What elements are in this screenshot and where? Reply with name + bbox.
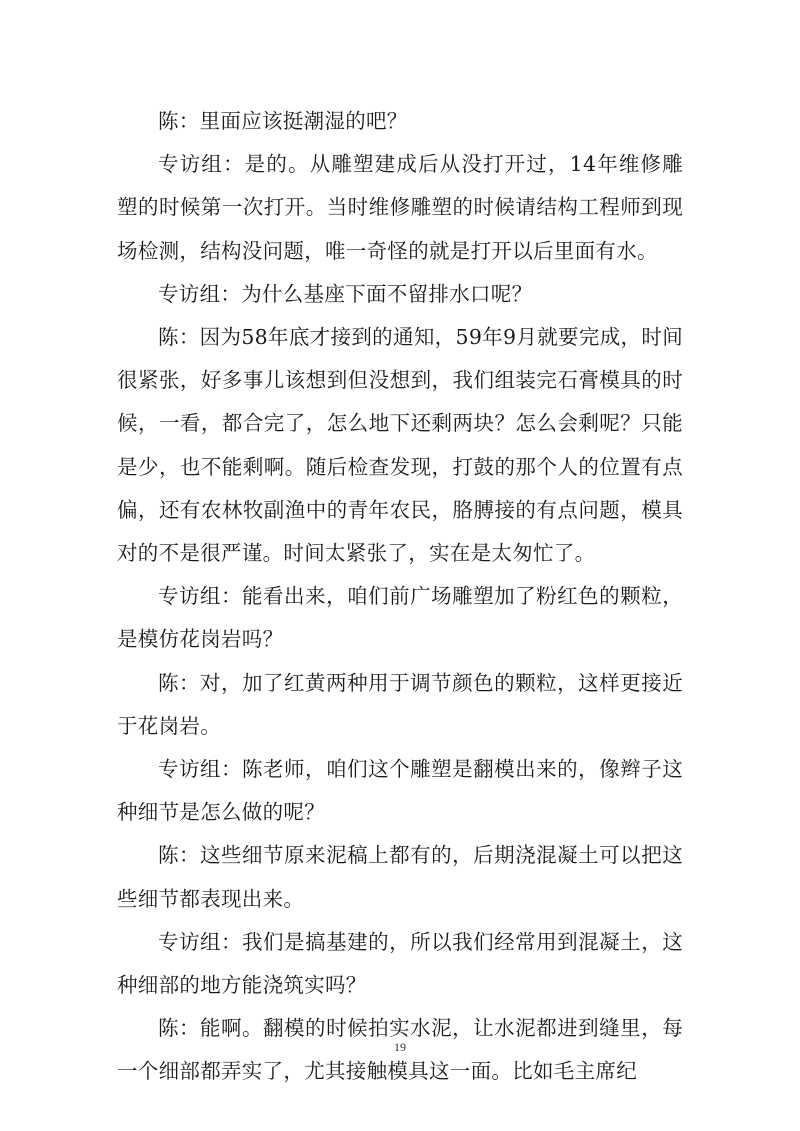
paragraph: 专访组：陈老师，咱们这个雕塑是翻模出来的，像辫子这种细节是怎么做的呢？ <box>117 757 683 825</box>
paragraph: 专访组：为什么基座下面不留排水口呢？ <box>158 281 533 306</box>
paragraph: 陈：对，加了红黄两种用于调节颜色的颗粒，这样更接近于花岗岩。 <box>117 670 683 738</box>
paragraph: 专访组：是的。从雕塑建成后从没打开过，14年维修雕塑的时候第一次打开。当时维修雕塑的时候请结构工程师到现场检测，结构没问题，唯一奇怪的就是打开以后里面有水。 <box>117 152 683 263</box>
paragraph: 陈：里面应该挺潮湿的吧？ <box>158 109 408 133</box>
paragraph: 陈：能啊。翻模的时候拍实水泥，让水泥都进到缝里，每一个细部都弄实了，尤其接触模具这一面。比如毛主席纪 <box>117 1016 683 1084</box>
paragraph: 陈：这些细节原来泥稿上都有的，后期浇混凝土可以把这些细节都表现出来。 <box>117 843 683 911</box>
paragraph: 专访组：能看出来，咱们前广场雕塑加了粉红色的颗粒，是模仿花岗岩吗？ <box>117 584 683 652</box>
paragraph: 陈：因为58年底才接到的通知，59年9月就要完成，时间很紧张，好多事儿该想到但没想到，我们组装完石膏模具的时候，一看，都合完了，怎么地下还剩两块？怎么会剩呢？只能是少，也不能剩啊。随后检查发现，打鼓的那个人的位置有点偏，还有农林牧副渔中的青年农民，胳膊接的有点问题，模具对的不是很严谨。时间太紧张了，实在是太匆忙了。 <box>117 325 683 566</box>
page-number: 19 <box>394 1040 406 1054</box>
paragraph: 专访组：我们是搞基建的，所以我们经常用到混凝土，这种细部的地方能浇筑实吗？ <box>117 929 683 998</box>
interview-transcript <box>117 100 683 1094</box>
